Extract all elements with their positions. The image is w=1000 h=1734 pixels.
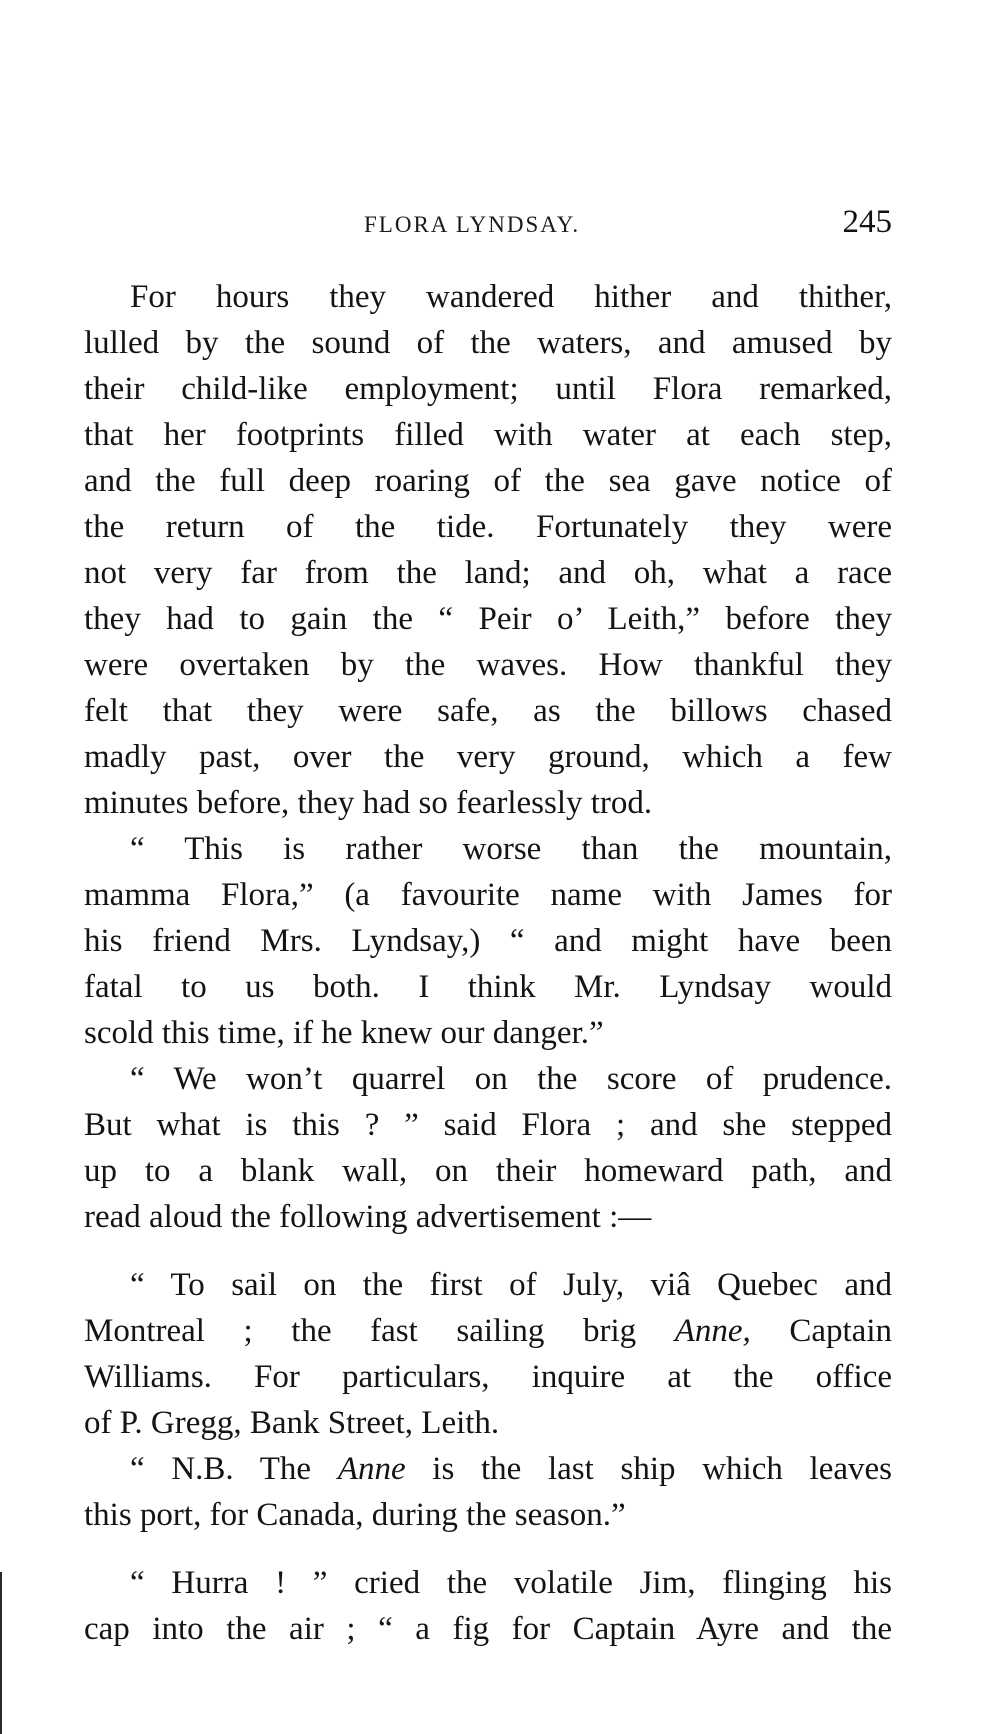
text-segment: “ N.B. The bbox=[130, 1451, 338, 1487]
text-line: were overtaken by the waves. How thankful they bbox=[84, 647, 892, 683]
paragraph-1 bbox=[84, 274, 892, 826]
running-title: FLORA LYNDSAY. bbox=[364, 212, 581, 237]
text-line bbox=[84, 1308, 892, 1354]
page-number: 245 bbox=[842, 204, 892, 240]
text-line: this port, for Canada, during the season.” bbox=[84, 1497, 626, 1533]
text-segment: Captain bbox=[750, 1313, 892, 1349]
paragraph-3 bbox=[84, 1056, 892, 1240]
body-text bbox=[84, 274, 892, 1652]
advertisement bbox=[84, 1262, 892, 1446]
gutter-edge-line bbox=[0, 1572, 2, 1734]
text-line: his friend Mrs. Lyndsay,) “ and might have been bbox=[84, 923, 892, 959]
text-segment: is the last ship which leaves bbox=[405, 1451, 892, 1487]
text-line: minutes before, they had so fearlessly trod. bbox=[84, 785, 653, 821]
text-line: “ We won’t quarrel on the score of prudence. bbox=[130, 1061, 892, 1097]
text-line: cap into the air ; “ a fig for Captain Ayre and the bbox=[84, 1611, 892, 1647]
ship-name: Anne bbox=[337, 1451, 406, 1487]
text-line: scold this time, if he knew our danger.” bbox=[84, 1015, 604, 1051]
text-line: of P. Gregg, Bank Street, Leith. bbox=[84, 1405, 500, 1441]
text-line: felt that they were safe, as the billows chased bbox=[84, 693, 892, 729]
spacer bbox=[84, 1538, 892, 1560]
spacer bbox=[84, 1240, 892, 1262]
text-line: madly past, over the very ground, which a few bbox=[84, 739, 892, 775]
text-line: But what is this ? ” said Flora ; and she stepped bbox=[84, 1107, 892, 1143]
text-line: their child-like employment; until Flora remarked, bbox=[84, 371, 892, 407]
paragraph-6 bbox=[84, 1560, 892, 1652]
text-line bbox=[84, 1446, 892, 1492]
ship-name: Anne, bbox=[674, 1313, 751, 1349]
text-line: read aloud the following advertisement :— bbox=[84, 1199, 652, 1235]
text-line: For hours they wandered hither and thither, bbox=[130, 279, 892, 315]
text-line: lulled by the sound of the waters, and amused by bbox=[84, 325, 892, 361]
paragraph-2 bbox=[84, 826, 892, 1056]
running-head bbox=[84, 204, 892, 248]
text-line: not very far from the land; and oh, what a race bbox=[84, 555, 892, 591]
advertisement-note bbox=[84, 1446, 892, 1538]
text-line: “ To sail on the first of July, viâ Quebec and bbox=[130, 1267, 892, 1303]
text-line: “ This is rather worse than the mountain, bbox=[130, 831, 892, 867]
text-line: and the full deep roaring of the sea gave notice of bbox=[84, 463, 892, 499]
text-line: that her footprints filled with water at each step, bbox=[84, 417, 892, 453]
text-line: Williams. For particulars, inquire at the office bbox=[84, 1359, 892, 1395]
text-segment: Montreal ; the fast sailing brig bbox=[84, 1313, 675, 1349]
text-line: up to a blank wall, on their homeward path, and bbox=[84, 1153, 892, 1189]
text-line: the return of the tide. Fortunately they were bbox=[84, 509, 892, 545]
text-line: fatal to us both. I think Mr. Lyndsay would bbox=[84, 969, 892, 1005]
text-line: mamma Flora,” (a favourite name with James for bbox=[84, 877, 892, 913]
text-line: “ Hurra ! ” cried the volatile Jim, flinging his bbox=[130, 1565, 892, 1601]
text-line: they had to gain the “ Peir o’ Leith,” before they bbox=[84, 601, 892, 637]
